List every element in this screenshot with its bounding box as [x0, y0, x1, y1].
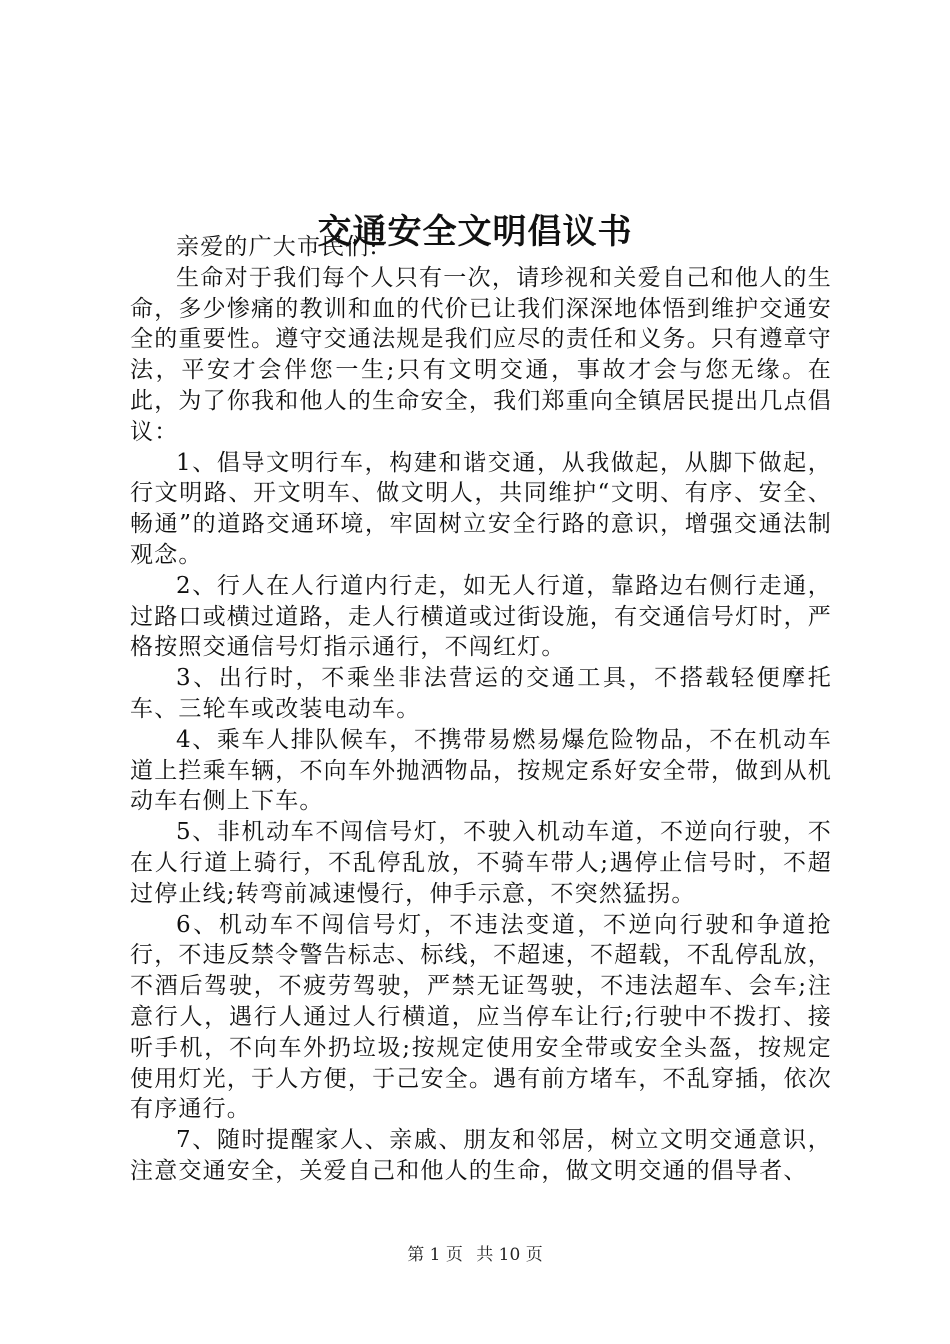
- paragraph-item-4: 4、乘车人排队候车，不携带易燃易爆危险物品，不在机动车道上拦乘车辆，不向车外抛洒物品，按规定系好安全带，做到从机动车右侧上下车。: [130, 726, 832, 815]
- paragraph-item-5: 5、非机动车不闯信号灯，不驶入机动车道，不逆向行驶，不在人行道上骑行，不乱停乱放，不骑车带人;遇停止信号时，不超过停止线;转弯前减速慢行，伸手示意，不突然猛拐。: [130, 819, 832, 907]
- paragraph-item-6: 6、机动车不闯信号灯，不违法变道，不逆向行驶和争道抢行，不违反禁令警告标志、标线，不超速，不超载，不乱停乱放，不酒后驾驶，不疲劳驾驶，严禁无证驾驶，不违法超车、会车;注意行人，遇行人通过人行横道，应当停车让行;行驶中不拨打、接听手机，不向车外扔垃圾;按规定使用安全带或安全头盔，按规定使用灯光，于人方便，于己安全。遇有前方堵车，不乱穿插，依次有序通行。: [130, 911, 832, 1123]
- paragraph-item-7: 7、随时提醒家人、亲戚、朋友和邻居，树立文明交通意识，注意交通安全，关爱自己和他人的生命，做文明交通的倡导者、: [130, 1127, 832, 1184]
- salutation: 亲爱的广大市民们:: [176, 234, 379, 260]
- document-title: 交通安全文明倡议书: [317, 211, 633, 252]
- paragraph-item-3: 3、出行时，不乘坐非法营运的交通工具，不搭载轻便摩托车、三轮车或改装电动车。: [130, 665, 832, 722]
- page-footer: [0, 1243, 950, 1267]
- page-number: 第 1 页: [407, 1245, 463, 1265]
- document-body: [130, 232, 832, 1187]
- paragraph-item-2: 2、行人在人行道内行走，如无人行道，靠路边右侧行走通，过路口或横过道路，走人行横道或过街设施，有交通信号灯时，严格按照交通信号灯指示通行，不闯红灯。: [130, 572, 832, 661]
- paragraph-item-1: 1、倡导文明行车，构建和谐交通，从我做起，从脚下做起，行文明路、开文明车、做文明人，共同维护“文明、有序、安全、畅通”的道路交通环境，牢固树立安全行路的意识，增强交通法制观念。: [130, 449, 832, 568]
- page-total: 共 10 页: [476, 1245, 543, 1265]
- paragraph-intro: 生命对于我们每个人只有一次，请珍视和关爱自己和他人的生命，多少惨痛的教训和血的代价已让我们深深地体悟到维护交通安全的重要性。遵守交通法规是我们应尽的责任和义务。只有遵章守法，平安才会伴您一生;只有文明交通，事故才会与您无缘。在此，为了你我和他人的生命安全，我们郑重向全镇居民提出几点倡议：: [130, 264, 832, 445]
